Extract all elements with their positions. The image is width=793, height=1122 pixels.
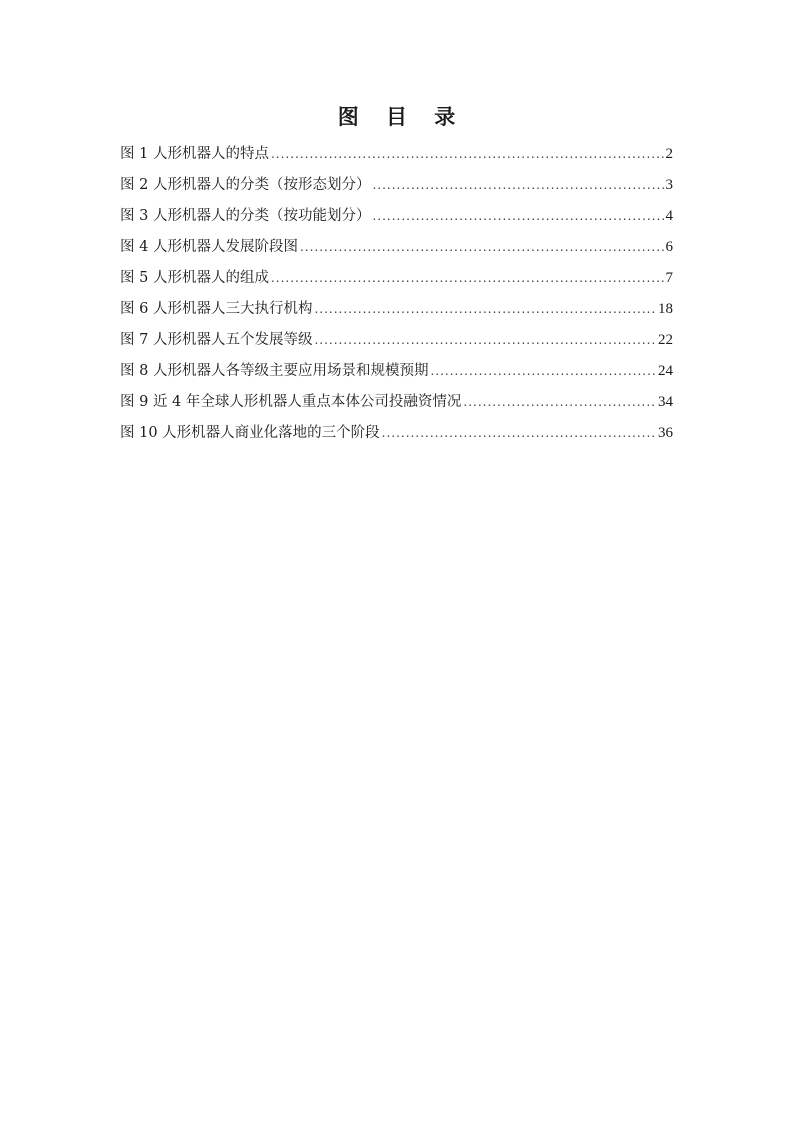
entry-page-number: 2 — [665, 146, 673, 162]
toc-entry-2[interactable] — [120, 173, 673, 204]
dot-leader — [430, 359, 656, 383]
toc-entry-6[interactable] — [120, 297, 673, 328]
toc-entry-1[interactable] — [120, 142, 673, 173]
entry-page-number: 24 — [658, 363, 673, 379]
entry-label: 图 7 人形机器人五个发展等级 — [120, 332, 313, 348]
toc-entry-3[interactable] — [120, 204, 673, 235]
entry-page-number: 18 — [658, 301, 673, 317]
dot-leader — [463, 390, 656, 414]
dot-leader — [314, 328, 656, 352]
dot-leader — [300, 235, 664, 259]
toc-entry-8[interactable] — [120, 359, 673, 390]
dot-leader — [314, 297, 656, 321]
dot-leader — [372, 173, 663, 197]
entry-page-number: 6 — [665, 239, 673, 255]
entry-page-number: 36 — [658, 425, 673, 441]
toc-entry-4[interactable] — [120, 235, 673, 266]
entry-label: 图 9 近 4 年全球人形机器人重点本体公司投融资情况 — [120, 394, 462, 410]
entry-page-number: 22 — [658, 332, 673, 348]
toc-entry-10[interactable] — [120, 421, 673, 452]
entry-label: 图 1 人形机器人的特点 — [120, 146, 269, 162]
entry-page-number: 7 — [665, 270, 673, 286]
toc-entry-7[interactable] — [120, 328, 673, 359]
entry-label: 图 6 人形机器人三大执行机构 — [120, 301, 313, 317]
entry-label: 图 3 人形机器人的分类（按功能划分） — [120, 208, 371, 224]
entry-label: 图 4 人形机器人发展阶段图 — [120, 239, 298, 255]
dot-leader — [271, 266, 664, 290]
toc-entry-5[interactable] — [120, 266, 673, 297]
entry-page-number: 4 — [665, 208, 673, 224]
page-title: 图 目 录 — [337, 105, 466, 129]
entry-label: 图 8 人形机器人各等级主要应用场景和规模预期 — [120, 363, 429, 379]
entry-page-number: 3 — [665, 177, 673, 193]
table-of-figures — [120, 142, 673, 452]
entry-label: 图 10 人形机器人商业化落地的三个阶段 — [120, 425, 380, 441]
dot-leader — [382, 421, 656, 445]
entry-page-number: 34 — [658, 394, 673, 410]
toc-entry-9[interactable] — [120, 390, 673, 421]
dot-leader — [271, 142, 664, 166]
entry-label: 图 2 人形机器人的分类（按形态划分） — [120, 177, 371, 193]
entry-label: 图 5 人形机器人的组成 — [120, 270, 269, 286]
dot-leader — [372, 204, 663, 228]
